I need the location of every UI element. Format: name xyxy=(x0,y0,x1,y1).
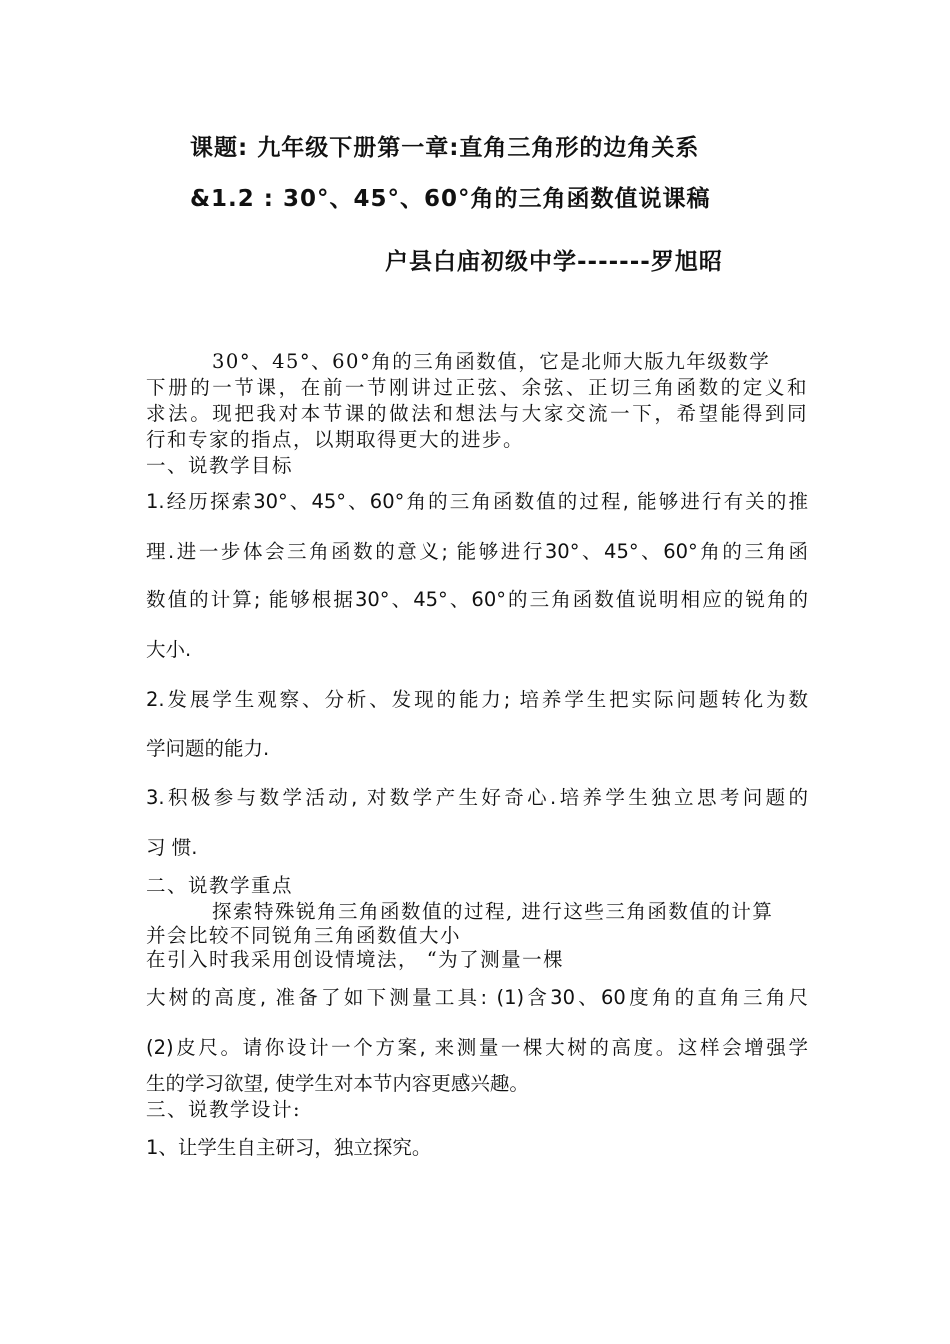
key-point-line: 生的学习欲望, 使学生对本节内容更感兴趣。 xyxy=(146,1072,529,1095)
design-line: 1、让学生自主研习，独立探究。 xyxy=(146,1136,432,1159)
key-point-line: 在引入时我采用创设情境法， “为了测量一棵 xyxy=(146,948,565,971)
goal-line: 3.积极参与数学活动, 对数学产生好奇心.培养学生独立思考问题的 xyxy=(146,786,808,809)
key-point-line: 并会比较不同锐角三角函数值大小 xyxy=(146,924,462,947)
goal-line: 大小. xyxy=(146,638,192,661)
section-heading-design: 三、说教学设计: xyxy=(146,1098,302,1121)
intro-line: 行和专家的指点，以期取得更大的进步。 xyxy=(146,428,525,451)
key-point-line: 探索特殊锐角三角函数值的过程, 进行这些三角函数值的计算 xyxy=(212,900,774,923)
goal-line: 2.发展学生观察、分析、发现的能力; 培养学生把实际问题转化为数 xyxy=(146,688,808,711)
intro-line: 求法。现把我对本节课的做法和想法与大家交流一下，希望能得到同 xyxy=(146,402,808,425)
goal-line: 1.经历探索30°、45°、60°角的三角函数值的过程, 能够进行有关的推 xyxy=(146,490,808,513)
goal-line: 理.进一步体会三角函数的意义; 能够进行30°、45°、60°角的三角函 xyxy=(146,540,808,563)
intro-line: 30°、45°、60°角的三角函数值，它是北师大版九年级数学 xyxy=(212,350,771,373)
key-point-line: (2)皮尺。请你设计一个方案, 来测量一棵大树的高度。这样会增强学 xyxy=(146,1036,808,1059)
intro-line: 下册的一节课，在前一节刚讲过正弦、余弦、正切三角函数的定义和 xyxy=(146,376,808,399)
section-title: &1.2 : 30°、45°、60°角的三角函数值说课稿 xyxy=(190,186,711,212)
key-point-line: 大树的高度, 准备了如下测量工具: (1)含30、60度角的直角三角尺 xyxy=(146,986,808,1009)
course-title: 课题: 九年级下册第一章:直角三角形的边角关系 xyxy=(190,135,700,161)
author-line: 户县白庙初级中学-------罗旭昭 xyxy=(385,249,723,275)
goal-line: 习 惯. xyxy=(146,836,198,859)
section-heading-goals: 一、说教学目标 xyxy=(146,454,294,477)
goal-line: 学问题的能力. xyxy=(146,737,270,760)
goal-line: 数值的计算; 能够根据30°、45°、60°的三角函数值说明相应的锐角的 xyxy=(146,588,808,611)
section-heading-key-points: 二、说教学重点 xyxy=(146,874,294,897)
